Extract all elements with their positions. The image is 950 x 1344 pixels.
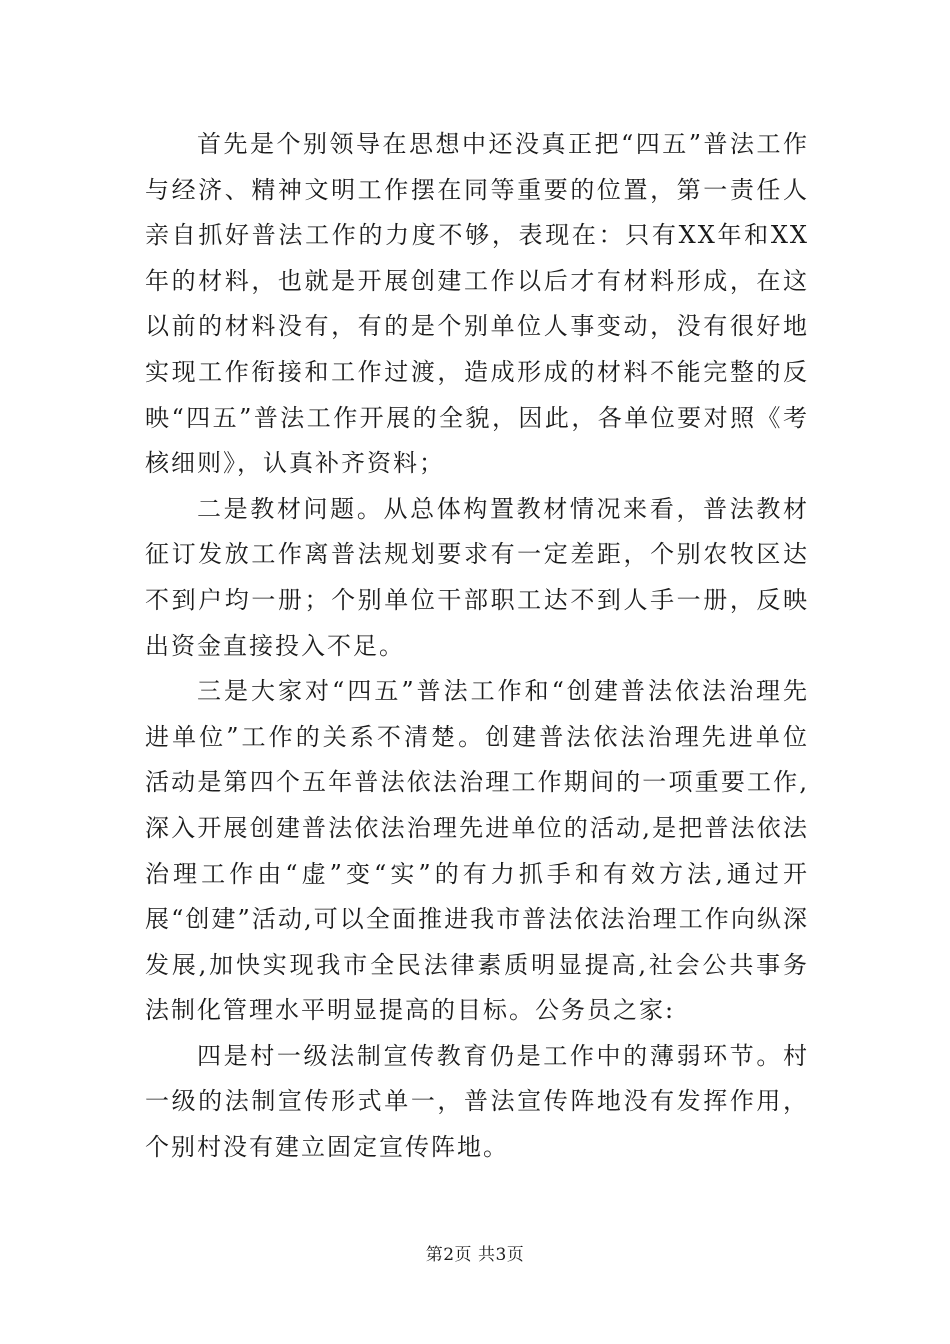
document-body: [145, 122, 809, 1171]
page-number-footer: 第2页 共3页: [425, 1245, 525, 1265]
paragraph-leadership-issue: 首先是个别领导在思想中还没真正把“四五”普法工作与经济、精神文明工作摆在同等重要的位置，第一责任人亲自抓好普法工作的力度不够，表现在：只有XX年和XX年的材料，也就是开展创建工作以后才有材料形成，在这以前的材料没有，有的是个别单位人事变动，没有很好地实现工作衔接和工作过渡，造成形成的材料不能完整的反映“四五”普法工作开展的全貌，因此，各单位要对照《考核细则》，认真补齐资料；: [145, 130, 809, 478]
paragraph-textbook-issue: 二是教材问题。从总体构置教材情况来看，普法教材征订发放工作离普法规划要求有一定差距，个别农牧区达不到户均一册；个别单位干部职工达不到人手一册，反映出资金直接投入不足。: [145, 494, 809, 660]
paragraph-relationship-issue: 三是大家对“四五”普法工作和“创建普法依法治理先进单位”工作的关系不清楚。创建普法依法治理先进单位活动是第四个五年普法依法治理工作期间的一项重要工作,深入开展创建普法依法治理先进单位的活动,是把普法依法治理工作由“虚”变“实”的有力抓手和有效方法,通过开展“创建”活动,可以全面推进我市普法依法治理工作向纵深发展,加快实现我市全民法律素质明显提高,社会公共事务法制化管理水平明显提高的目标。公务员之家:: [145, 677, 809, 1025]
paragraph-village-issue: 四是村一级法制宣传教育仍是工作中的薄弱环节。村一级的法制宣传形式单一，普法宣传阵地没有发挥作用，个别村没有建立固定宣传阵地。: [145, 1041, 809, 1162]
